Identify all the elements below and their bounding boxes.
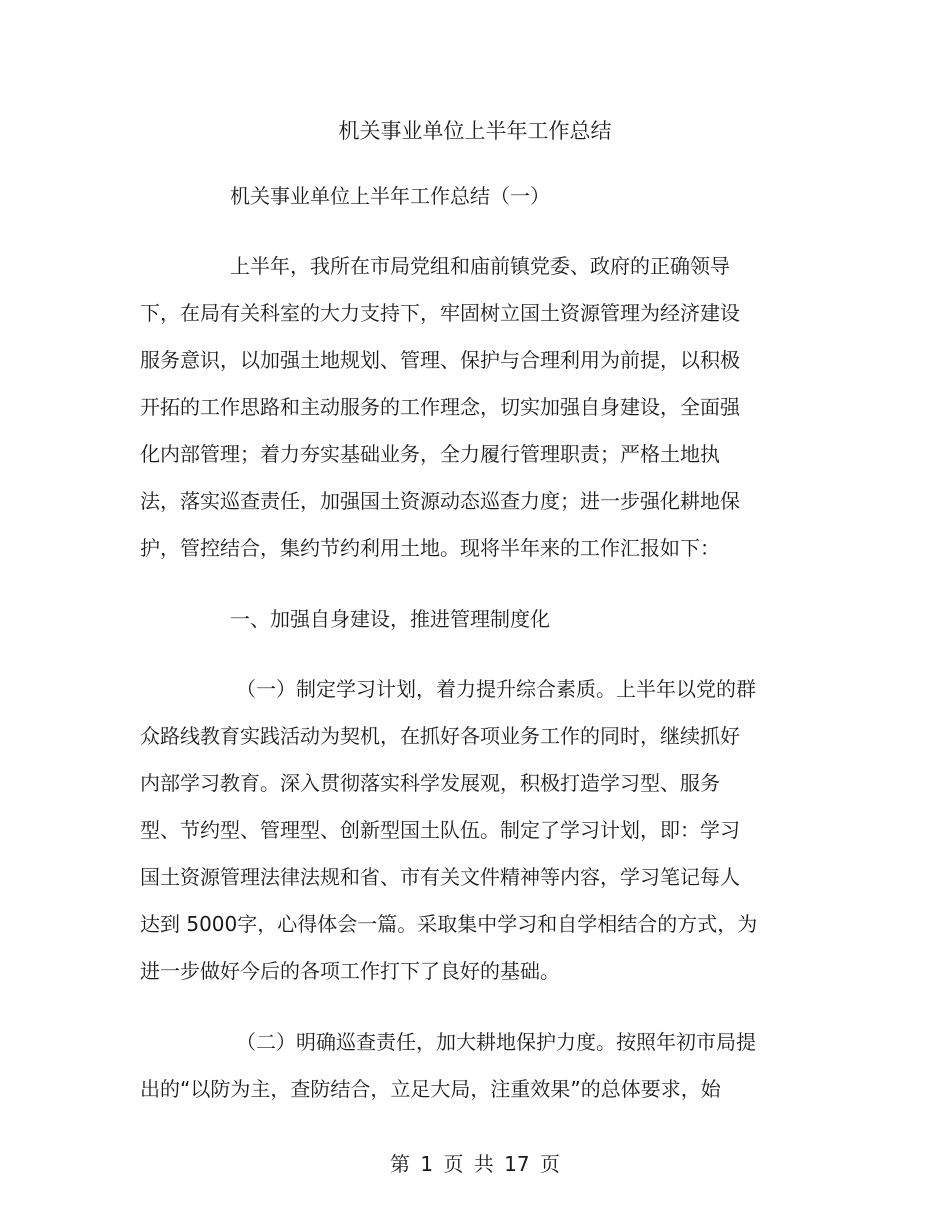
paragraph-line: 内部学习教育。深入贯彻落实科学发展观，积极打造学习型、服务 [140, 771, 720, 795]
paragraph-line: 出的“以防为主，查防结合，立足大局，注重效果”的总体要求，始 [140, 1077, 721, 1101]
paragraph-line: 开拓的工作思路和主动服务的工作理念，切实加强自身建设，全面强 [140, 395, 740, 419]
section-heading: 一、加强自身建设，推进管理制度化 [230, 607, 550, 631]
document-title: 机关事业单位上半年工作总结 [338, 119, 612, 143]
paragraph-line: 达到 5000字，心得体会一篇。采取集中学习和自学相结合的方式，为 [140, 912, 758, 936]
paragraph-line: 下，在局有关科室的大力支持下，牢固树立国土资源管理为经济建设 [140, 301, 740, 325]
paragraph-line: 服务意识，以加强土地规划、管理、保护与合理利用为前提，以积极 [140, 348, 740, 372]
page-number-footer: 第 1 页 共 17 页 [390, 1152, 560, 1176]
paragraph-line: 化内部管理；着力夯实基础业务，全力履行管理职责；严格土地执 [140, 442, 720, 466]
paragraph-line: （二）明确巡查责任，加大耕地保护力度。按照年初市局提 [236, 1030, 756, 1054]
paragraph-line: 型、节约型、管理型、创新型国土队伍。制定了学习计划，即：学习 [140, 818, 740, 842]
paragraph-line: 法，落实巡查责任，加强国土资源动态巡查力度；进一步强化耕地保 [140, 489, 740, 513]
paragraph-line: 国土资源管理法律法规和省、市有关文件精神等内容，学习笔记每人 [140, 865, 740, 889]
paragraph-line: （一）制定学习计划，着力提升综合素质。上半年以党的群 [236, 677, 756, 701]
document-subtitle: 机关事业单位上半年工作总结（一） [230, 184, 550, 208]
paragraph-line: 众路线教育实践活动为契机，在抓好各项业务工作的同时，继续抓好 [140, 724, 740, 748]
paragraph-line: 护，管控结合，集约节约利用土地。现将半年来的工作汇报如下： [140, 536, 720, 560]
paragraph-line: 上半年，我所在市局党组和庙前镇党委、政府的正确领导 [230, 254, 730, 278]
paragraph-line: 进一步做好今后的各项工作打下了良好的基础。 [140, 959, 560, 983]
